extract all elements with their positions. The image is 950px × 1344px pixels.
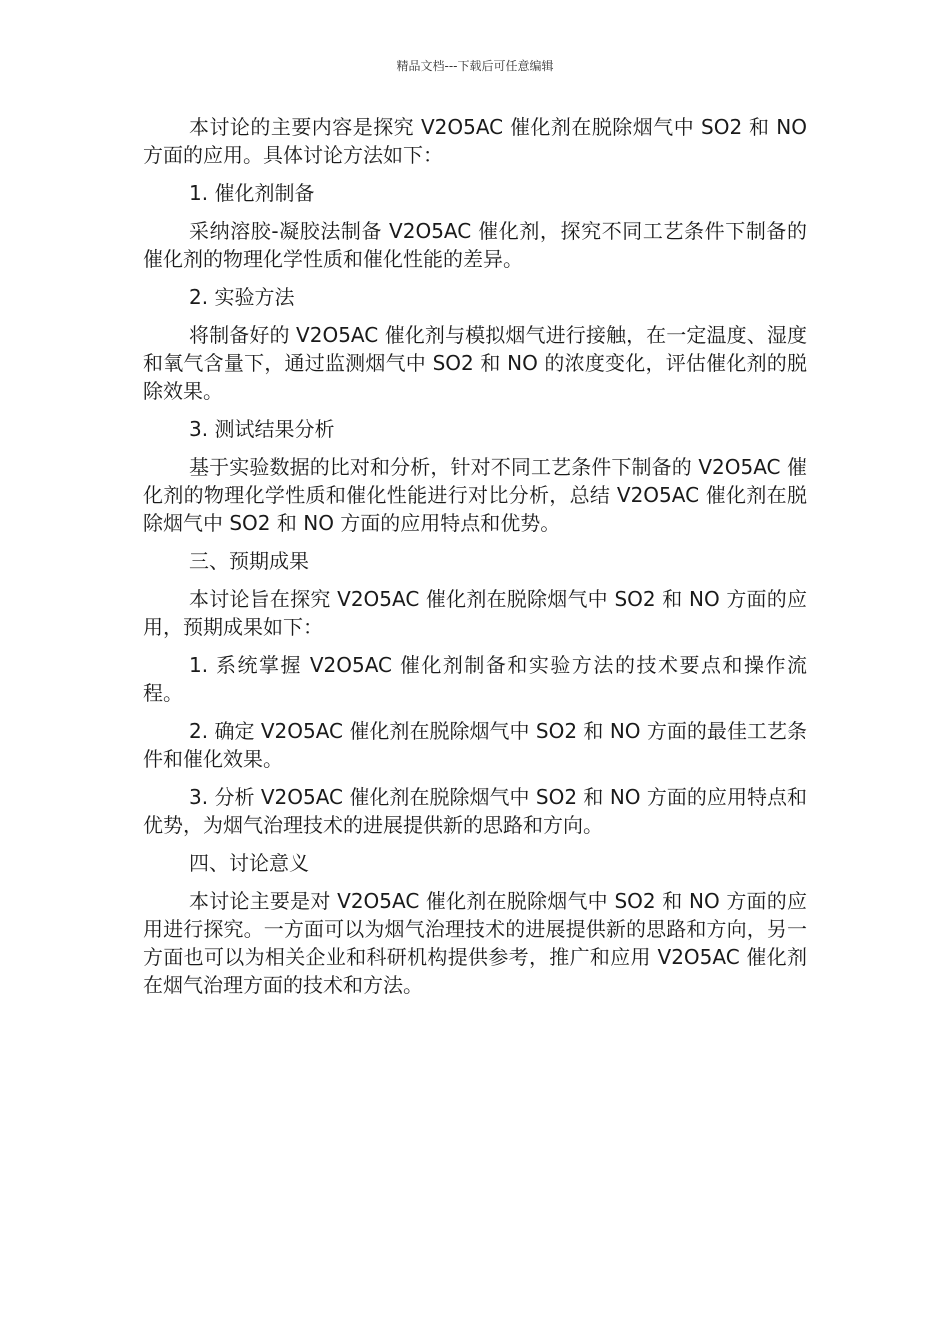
paragraph-catalyst-preparation: 采纳溶胶-凝胶法制备 V2O5AC 催化剂，探究不同工艺条件下制备的催化剂的物理化学性质和催化性能的差异。 <box>143 219 807 271</box>
document-body <box>143 113 807 1009</box>
page-header: 精品文档---下载后可任意编辑 <box>396 59 554 73</box>
list-item-expected-3: 3. 分析 V2O5AC 催化剂在脱除烟气中 SO2 和 NO 方面的应用特点和优势，为烟气治理技术的进展提供新的思路和方向。 <box>143 785 807 837</box>
heading-expected-results: 三、预期成果 <box>189 549 309 573</box>
paragraph-expected-results-intro: 本讨论旨在探究 V2O5AC 催化剂在脱除烟气中 SO2 和 NO 方面的应用，预期成果如下： <box>143 587 807 639</box>
list-item-expected-2: 2. 确定 V2O5AC 催化剂在脱除烟气中 SO2 和 NO 方面的最佳工艺条件和催化效果。 <box>143 719 807 771</box>
paragraph-experiment-method: 将制备好的 V2O5AC 催化剂与模拟烟气进行接触，在一定温度、湿度和氧气含量下，通过监测烟气中 SO2 和 NO 的浓度变化，评估催化剂的脱除效果。 <box>143 323 807 403</box>
paragraph-result-analysis: 基于实验数据的比对和分析，针对不同工艺条件下制备的 V2O5AC 催化剂的物理化学性质和催化性能进行对比分析，总结 V2O5AC 催化剂在脱除烟气中 SO2 和 NO 方面的应用特点和优势。 <box>143 455 807 535</box>
list-item-expected-1: 1. 系统掌握 V2O5AC 催化剂制备和实验方法的技术要点和操作流程。 <box>143 653 807 705</box>
heading-result-analysis: 3. 测试结果分析 <box>189 417 335 441</box>
paragraph-intro: 本讨论的主要内容是探究 V2O5AC 催化剂在脱除烟气中 SO2 和 NO 方面的应用。具体讨论方法如下： <box>143 115 807 167</box>
heading-experiment-method: 2. 实验方法 <box>189 285 295 309</box>
paragraph-significance: 本讨论主要是对 V2O5AC 催化剂在脱除烟气中 SO2 和 NO 方面的应用进行探究。一方面可以为烟气治理技术的进展提供新的思路和方向，另一方面也可以为相关企业和科研机构提供参考，推广和应用 V2O5AC 催化剂在烟气治理方面的技术和方法。 <box>143 889 807 997</box>
heading-significance: 四、讨论意义 <box>189 851 309 875</box>
heading-catalyst-preparation: 1. 催化剂制备 <box>189 181 315 205</box>
